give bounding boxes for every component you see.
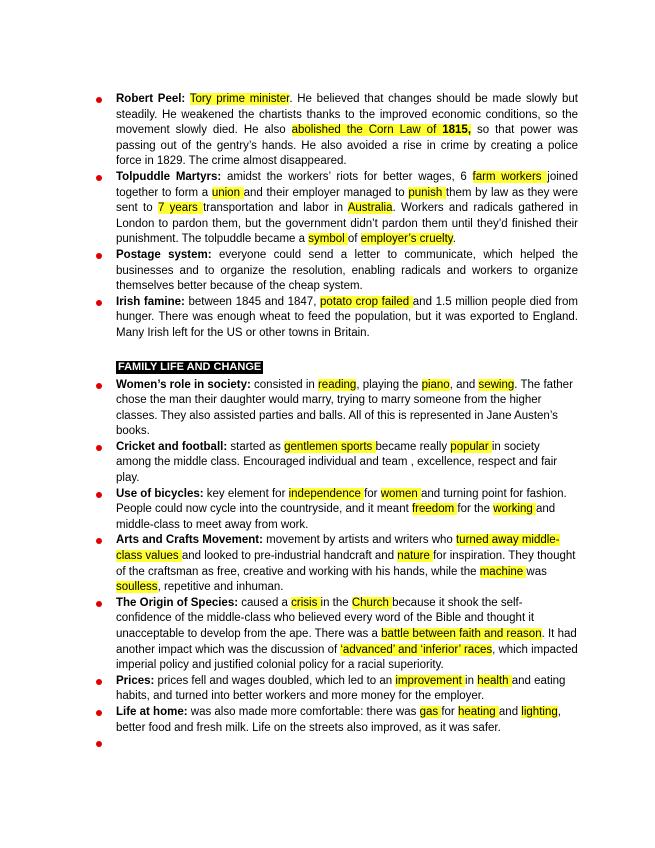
item-text: and bbox=[498, 705, 522, 718]
item-text: in society among the middle class. Encouraged individual and team , excellence, respect and fair play. bbox=[116, 440, 558, 485]
bullet-icon bbox=[96, 175, 102, 181]
item-text: started as bbox=[227, 440, 285, 453]
list-item bbox=[96, 295, 578, 342]
item-text: them by law as they were sent to bbox=[116, 186, 578, 215]
list-item bbox=[96, 705, 578, 736]
list-item bbox=[96, 170, 578, 248]
highlighted-text: gas bbox=[419, 705, 442, 718]
item-text: everyone could send a letter to communicate, which helped the businesses and to organize the resolution, enabling radicals and workers to organize themselves better because of the cheap system. bbox=[116, 248, 579, 293]
family-bullet-list bbox=[96, 378, 578, 752]
item-text: transportation and labor in bbox=[203, 202, 348, 215]
bullet-icon bbox=[96, 741, 102, 747]
item-text: and 1.5 million people died from hunger. There was enough wheat to feed the population, but it was exported to England. Many Irish left for the US or other towns in Britain. bbox=[116, 295, 578, 339]
bullet-icon bbox=[96, 679, 102, 685]
highlighted-text: reading bbox=[317, 378, 357, 391]
highlighted-text: lighting bbox=[521, 705, 558, 718]
list-item bbox=[96, 378, 578, 440]
highlighted-text: piano bbox=[421, 378, 450, 391]
item-text: caused a bbox=[238, 596, 292, 609]
item-text: so that power was passing out of the gentry’s hands. He also avoided a rise in crime by creating a police force in 1829. The crime almost disappeared. bbox=[116, 124, 578, 168]
item-text: , better food and fresh milk. Life on the streets also improved, as it was safer. bbox=[116, 705, 561, 734]
item-text: , which impacted imperial policy and justified colonial policy for a racial superiority. bbox=[116, 643, 578, 672]
section-heading: FAMILY LIFE AND CHANGE bbox=[118, 360, 262, 373]
item-text: amidst the workers’ riots for better wages, 6 bbox=[221, 170, 473, 183]
item-text: in bbox=[465, 674, 478, 687]
highlighted-text: ‘advanced’ and ‘inferior’ races bbox=[340, 643, 493, 656]
item-term: Women’s role in society: bbox=[116, 378, 251, 391]
item-text: of bbox=[347, 233, 361, 246]
highlighted-text: punish bbox=[408, 186, 446, 199]
item-text: , playing the bbox=[356, 378, 422, 391]
highlighted-text: heating bbox=[457, 705, 499, 718]
list-item bbox=[96, 440, 578, 487]
highlighted-text: union bbox=[211, 186, 244, 199]
bullet-icon bbox=[96, 445, 102, 451]
highlighted-text: abolished the Corn Law of bbox=[291, 124, 443, 137]
item-text: for the bbox=[457, 503, 494, 516]
item-text: in the bbox=[320, 596, 352, 609]
item-text: between 1845 and 1847, bbox=[184, 295, 321, 308]
document-body bbox=[96, 92, 578, 752]
item-term: Robert Peel: bbox=[116, 93, 186, 105]
item-text: , repetitive and inhuman. bbox=[157, 581, 284, 594]
highlighted-text: popular bbox=[450, 440, 492, 453]
item-text: and middle-class to meet away from work. bbox=[116, 503, 556, 531]
item-text: was also made more comfortable: there was bbox=[187, 705, 420, 718]
highlighted-text: health bbox=[477, 674, 512, 687]
highlighted-text: turned away middle-class values bbox=[116, 534, 560, 563]
bullet-icon bbox=[96, 538, 102, 544]
section-spacer bbox=[96, 342, 578, 360]
bullet-icon bbox=[96, 97, 102, 103]
highlighted-text: potato crop failed bbox=[320, 295, 413, 308]
item-term: Use of bicycles: bbox=[116, 487, 204, 500]
bullet-icon bbox=[96, 601, 102, 607]
item-term: Life at home: bbox=[116, 705, 188, 718]
list-item bbox=[96, 92, 578, 170]
bullet-icon bbox=[96, 492, 102, 498]
item-text: movement by artists and writers who bbox=[262, 534, 456, 547]
item-term: Tolpuddle Martyrs: bbox=[116, 170, 222, 183]
bullet-icon bbox=[96, 253, 102, 259]
item-text: . bbox=[452, 233, 456, 246]
highlighted-text: symbol bbox=[308, 233, 348, 246]
item-text: because it shook the self-confidence of the middle-class who believed every word of the Bible and thought it unacceptable to develop from the ape. There was a bbox=[116, 596, 535, 640]
item-text: consisted in bbox=[250, 378, 318, 391]
list-item bbox=[96, 487, 578, 534]
bullet-icon bbox=[96, 710, 102, 716]
list-item bbox=[96, 674, 578, 705]
highlighted-text: Church bbox=[351, 596, 393, 609]
section-heading-row bbox=[96, 360, 578, 378]
item-text: key element for bbox=[203, 487, 289, 500]
highlighted-text: farm workers bbox=[472, 170, 548, 183]
item-text: . It had another impact which was the discussion of bbox=[116, 628, 577, 656]
bullet-icon bbox=[96, 383, 102, 389]
item-text: and turning point for fashion. People could now cycle into the countryside, and it meant bbox=[116, 487, 567, 516]
highlighted-text: crisis bbox=[291, 596, 321, 609]
item-text: and looked to pre-industrial handcraft and bbox=[181, 550, 398, 563]
item-term: Arts and Crafts Movement: bbox=[116, 534, 263, 547]
highlighted-text: Tory prime minister bbox=[189, 93, 290, 105]
item-text: , and bbox=[449, 378, 479, 391]
item-text: prices fell and wages doubled, which led to an bbox=[154, 674, 396, 687]
highlighted-text: soulless bbox=[116, 581, 158, 594]
list-item bbox=[96, 248, 578, 295]
item-text: for bbox=[441, 705, 458, 718]
item-text: . Workers and radicals gathered in London to pardon them, but the government didn’t pardon them until they’d finished their punishment. The tolpuddle became a bbox=[116, 202, 578, 246]
highlighted-text: independence bbox=[288, 487, 365, 500]
highlighted-text: battle between faith and reason bbox=[381, 628, 542, 640]
item-term: Postage system: bbox=[116, 248, 212, 261]
item-text: was bbox=[526, 565, 547, 578]
highlighted-text: women bbox=[380, 487, 421, 500]
item-text: joined together to form a bbox=[116, 170, 578, 199]
item-text: became really bbox=[375, 440, 451, 453]
item-text: . The father chose the man their daughter would marry, trying to marry someone from the higher classes. They also assisted parties and balls. All of this is represented in Jane Austen’s books. bbox=[116, 378, 573, 438]
highlighted-text: nature bbox=[397, 550, 434, 563]
item-text: and their employer managed to bbox=[243, 186, 409, 199]
list-item bbox=[96, 736, 578, 752]
highlighted-text: working bbox=[493, 503, 537, 516]
bullet-icon bbox=[96, 300, 102, 306]
highlighted-text: freedom bbox=[411, 503, 458, 516]
highlighted-text: gentlemen sports bbox=[284, 440, 376, 453]
highlighted-text: 7 years bbox=[157, 202, 204, 215]
item-term: Cricket and football: bbox=[116, 440, 228, 453]
highlighted-text: sewing bbox=[478, 378, 515, 391]
highlighted-text: machine bbox=[479, 565, 527, 578]
item-term: The Origin of Species: bbox=[116, 596, 239, 609]
history-bullet-list bbox=[96, 92, 578, 342]
item-text: for bbox=[364, 487, 381, 500]
list-item bbox=[96, 596, 578, 674]
highlighted-text: Australia bbox=[347, 202, 393, 215]
highlighted-text: employer’s cruelty bbox=[360, 233, 453, 246]
item-term: Irish famine: bbox=[116, 295, 185, 308]
highlighted-text: improvement bbox=[395, 674, 466, 687]
item-term: Prices: bbox=[116, 674, 155, 687]
item-text: and eating habits, and turned into better workers and more money for the employer. bbox=[116, 674, 566, 703]
item-text: . He believed that changes should be made slowly but steadily. He weakened the chartists thanks to the improved economic conditions, so the movement slowly died. He also bbox=[116, 93, 578, 137]
item-text: for inspiration. They thought of the craftsman as free, creative and working with his hands, while the bbox=[116, 550, 576, 578]
list-item bbox=[96, 533, 578, 595]
highlighted-bold-text: 1815, bbox=[442, 124, 472, 137]
